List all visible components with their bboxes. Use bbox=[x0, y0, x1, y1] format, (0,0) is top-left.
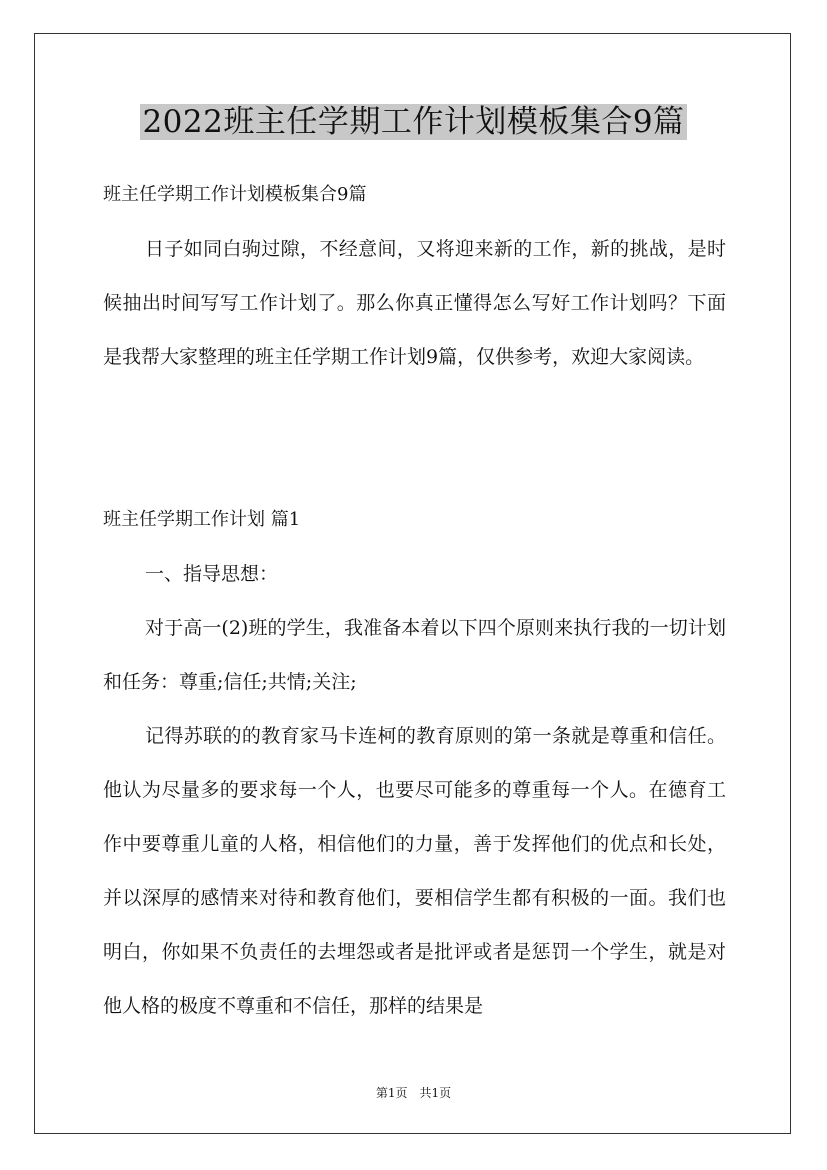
document-subtitle: 班主任学期工作计划模板集合9篇 bbox=[103, 184, 367, 205]
intro-paragraph: 日子如同白驹过隙，不经意间，又将迎来新的工作，新的挑战，是时候抽出时间写写工作计划了。那么你真正懂得怎么写好工作计划吗？下面是我帮大家整理的班主任学期工作计划9篇，仅供参考，欢迎大家阅读。 bbox=[103, 238, 726, 368]
document-title-text: 2022班主任学期工作计划模板集合9篇 bbox=[142, 104, 685, 140]
page-footer: 第1页 共1页 bbox=[375, 1086, 452, 1100]
paragraph-1: 对于高一(2)班的学生，我准备本着以下四个原则来执行我的一切计划和任务：尊重;信任;共情;关注; bbox=[103, 617, 726, 693]
paragraph-2: 记得苏联的的教育家马卡连柯的教育原则的第一条就是尊重和信任。他认为尽量多的要求每一个人，也要尽可能多的尊重每一个人。在德育工作中要尊重儿童的人格，相信他们的力量，善于发挥他们的优点和长处，并以深厚的感情来对待和教育他们，要相信学生都有积极的一面。我们也明白，你如果不负责任的去埋怨或者是批评或者是惩罚一个学生，就是对他人格的极度不尊重和不信任，那样的结果是 bbox=[103, 725, 726, 1017]
document-title bbox=[0, 100, 827, 144]
point-heading: 一、指导思想： bbox=[145, 563, 279, 585]
section-heading: 班主任学期工作计划 篇1 bbox=[103, 509, 301, 530]
